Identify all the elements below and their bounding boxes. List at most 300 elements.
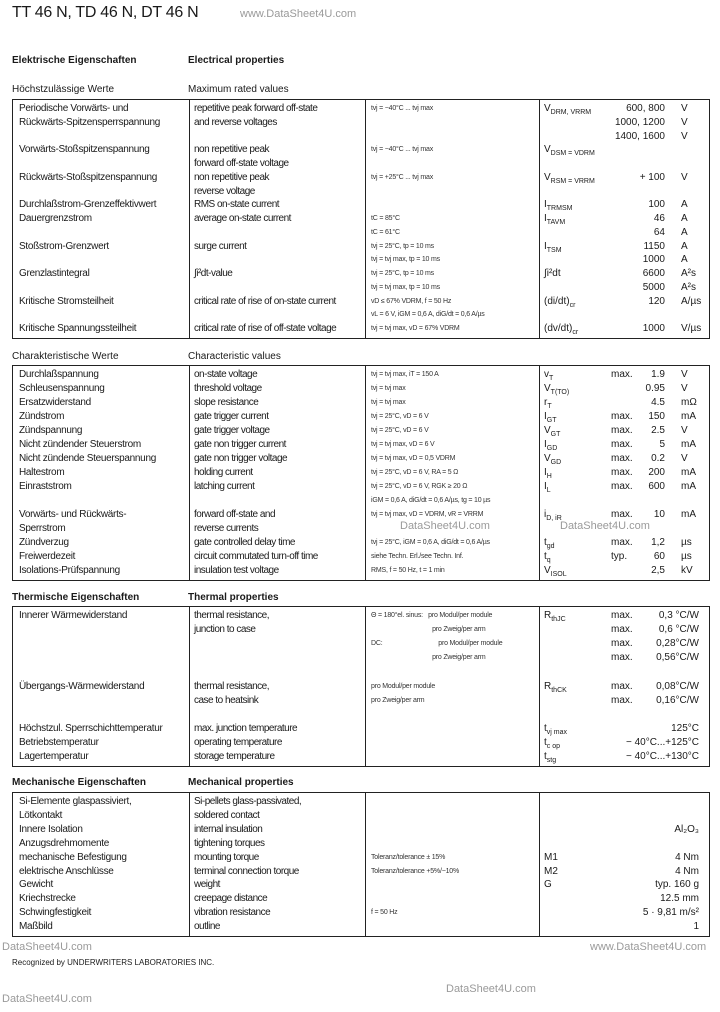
section-heading-en: Characteristic values (188, 351, 281, 362)
cell-de: Betriebstemperatur (19, 736, 99, 748)
symbol-main: (di/dt) (544, 295, 570, 307)
cell-de: Freiwerdezeit (19, 551, 76, 562)
table-row (13, 368, 709, 382)
cell-cond: DC: pro Modul/per module (371, 640, 503, 648)
cell-de: Rückwärts-Spitzensperrspannung (19, 116, 161, 128)
table-row (13, 212, 709, 226)
symbol-main: V (544, 565, 551, 576)
cell-de: Periodische Vorwärts- und (19, 103, 129, 114)
cell-cond: tvj = tvj max, tp = 10 ms (371, 283, 440, 291)
cell-unit: A (681, 240, 688, 252)
cell-cond: pro Modul/per module (371, 682, 436, 690)
cell-en: terminal connection torque (194, 865, 299, 877)
cell-value: 1,2 (651, 537, 665, 548)
symbol-main: r (544, 397, 548, 408)
table-row (13, 424, 709, 438)
cell-unit: V (681, 453, 688, 464)
symbol-subscript: DRM, VRRM (550, 109, 592, 116)
symbol-subscript: TAVM (546, 219, 566, 226)
cell-en: thermal resistance, (194, 610, 269, 621)
cell-unit: A²s (681, 281, 696, 293)
cell-unit: mA (681, 439, 696, 450)
cell-cond: Toleranz/tolerance ± 15% (371, 853, 446, 861)
cell-qual: max. (611, 411, 633, 422)
cell-qual: max. (611, 694, 633, 706)
cell-cond: tC = 85°C (371, 215, 400, 222)
table-row (13, 116, 709, 130)
cell-value: 6600 (642, 268, 665, 279)
cell-qual: max. (611, 537, 633, 548)
cell-cond: tvj = tvj max, vD = 0,5 VDRM (371, 455, 456, 462)
table-row (13, 494, 709, 508)
watermark: www.DataSheet4U.com (240, 8, 357, 20)
cell-value: typ. 160 g (655, 879, 699, 891)
symbol-subscript: thCK (551, 686, 567, 694)
section-heading-de: Elektrische Eigenschaften (12, 55, 137, 66)
table-row (13, 609, 709, 623)
cell-value: 0,56°C/W (656, 652, 699, 664)
table-row (13, 466, 709, 480)
cell-value: 5000 (642, 281, 665, 293)
watermark: www.DataSheet4U.com (590, 941, 707, 953)
cell-en: reverse voltage (194, 185, 255, 197)
cell-de: Dauergrenzstrom (19, 213, 92, 224)
cell-value: 0,3 °C/W (658, 610, 699, 621)
cell-en: vibration resistance (194, 907, 271, 919)
table-row (13, 198, 709, 212)
symbol-subscript: T (547, 403, 552, 410)
table-row (13, 438, 709, 452)
cell-unit: V (681, 103, 688, 114)
symbol-main: V (544, 144, 551, 156)
cell-cond: tvj = 25°C, vD = 6 V, RA = 5 Ω (371, 469, 459, 476)
watermark: DataSheet4U.com (560, 520, 650, 532)
cell-en: ∫i²dt-value (194, 268, 233, 279)
symbol-subscript: cr (572, 329, 579, 336)
cell-value: + 100 (639, 171, 665, 183)
cell-en: and reverse voltages (194, 116, 277, 128)
cell-de: Lagertemperatur (19, 751, 89, 762)
cell-symbol (544, 267, 561, 280)
cell-unit: V (681, 171, 688, 183)
cell-value: 600, 800 (626, 103, 665, 114)
cell-en: circuit commutated turn-off time (194, 551, 318, 562)
cell-en: forward off-state voltage (194, 158, 289, 169)
cell-en: RMS on-state current (194, 199, 280, 211)
cell-value: 1000 (642, 254, 665, 266)
cell-cond: tvj = tvj max, vD = VDRM, vR = VRRM (371, 511, 484, 518)
cell-value: 1400, 1600 (614, 130, 665, 142)
cell-value: Al₂O₃ (674, 823, 699, 835)
watermark: DataSheet4U.com (400, 520, 490, 532)
cell-de: Kriechstrecke (19, 893, 76, 905)
symbol-main: V (544, 383, 551, 394)
table-row (13, 708, 709, 722)
cell-en: max. junction temperature (194, 722, 298, 734)
table-row (13, 240, 709, 254)
symbol-main: t (544, 722, 547, 734)
symbol-main: I (544, 481, 547, 492)
cell-value: 200 (648, 467, 665, 478)
cell-de: Innerer Wärmewiderstand (19, 610, 128, 621)
cell-qual: max. (611, 481, 633, 492)
cell-cond: tvj = 25°C, vD = 6 V (371, 427, 429, 434)
symbol-main: ∫i²dt (544, 268, 561, 279)
symbol-main: (dv/dt) (544, 323, 573, 334)
cell-value: 46 (653, 213, 665, 224)
symbol-subscript: D, iR (546, 515, 562, 522)
cell-cond: tvj = 25°C, tp = 10 ms (371, 270, 434, 277)
cell-en: non repetitive peak (194, 171, 270, 183)
cell-cond: tvj = +25°C ... tvj max (371, 173, 433, 181)
table-row (13, 130, 709, 144)
cell-en: soldered contact (194, 809, 260, 821)
symbol-subscript: gd (546, 543, 555, 550)
cell-de: Ersatzwiderstand (19, 397, 91, 408)
table-row (13, 253, 709, 267)
table-row (13, 722, 709, 736)
cell-de: Übergangs-Wärmewiderstand (19, 680, 145, 692)
cell-cond: Θ = 180°el. sinus: pro Modul/per module (371, 612, 493, 619)
symbol-subscript: L (546, 487, 551, 494)
cell-en: average on-state current (194, 213, 291, 224)
section-heading-de: Mechanische Eigenschaften (12, 777, 146, 788)
symbol-main: t (544, 736, 547, 748)
cell-de: Vorwärts-Stoßspitzenspannung (19, 144, 150, 156)
cell-de: elektrische Anschlüsse (19, 865, 114, 877)
cell-value: 0,08°C/W (656, 680, 699, 692)
symbol-subscript: TSM (546, 246, 562, 254)
symbol-subscript: stg (546, 757, 557, 764)
table-row (13, 322, 709, 336)
symbol-main: M2 (544, 865, 558, 877)
cell-value: − 40°C...+125°C (625, 736, 699, 748)
table-row (13, 157, 709, 171)
cell-unit: A (681, 226, 688, 238)
cell-cond: tvj = tvj max, iT = 150 A (371, 371, 439, 378)
cell-value: 0.95 (645, 383, 665, 394)
cell-value: 120 (648, 295, 665, 307)
table-row (13, 536, 709, 550)
cell-cond: tvj = tvj max (371, 385, 406, 392)
cell-qual: max. (611, 439, 633, 450)
cell-en: storage temperature (194, 751, 275, 762)
cell-en: tightening torques (194, 837, 265, 849)
symbol-subscript: DSM = VDRM (550, 150, 595, 158)
properties-table (12, 606, 710, 767)
symbol-main: V (544, 425, 551, 436)
cell-en: repetitive peak forward off-state (194, 103, 318, 114)
symbol-subscript: GT (550, 431, 561, 438)
cell-de: Vorwärts- und Rückwärts- (19, 509, 127, 520)
table-row (13, 382, 709, 396)
symbol-main: M1 (544, 851, 558, 863)
cell-de: Kritische Stromsteilheit (19, 295, 114, 307)
document-title: TT 46 N, TD 46 N, DT 46 N (12, 4, 199, 21)
cell-unit: mA (681, 509, 696, 520)
cell-en: operating temperature (194, 736, 282, 748)
table-row (13, 865, 709, 879)
cell-en: holding current (194, 467, 253, 478)
cell-value: 4 Nm (675, 865, 699, 877)
table-row (13, 143, 709, 157)
cell-symbol (544, 865, 558, 878)
cell-en: gate trigger current (194, 411, 269, 422)
cell-unit: V (681, 383, 688, 394)
cell-en: creepage distance (194, 893, 268, 905)
table-row (13, 102, 709, 116)
cell-qual: max. (611, 680, 633, 692)
table-row (13, 851, 709, 865)
cell-en: on-state voltage (194, 369, 258, 380)
cell-value: 2,5 (651, 565, 665, 576)
table-row (13, 680, 709, 694)
symbol-subscript: T(TO) (550, 389, 570, 396)
table-row (13, 750, 709, 764)
table-row (13, 308, 709, 322)
symbol-main: v (544, 369, 549, 380)
cell-cond: tvj = −40°C ... tvj max (371, 146, 433, 154)
cell-de: Rückwärts-Stoßspitzenspannung (19, 171, 158, 183)
cell-de: Maßbild (19, 921, 53, 933)
properties-table (12, 792, 710, 937)
table-row (13, 637, 709, 651)
cell-de: Nicht zündende Steuerspannung (19, 453, 156, 464)
symbol-subscript: TRMSM (546, 205, 573, 213)
cell-en: surge current (194, 240, 247, 252)
cell-qual: max. (611, 425, 633, 436)
cell-unit: A (681, 254, 688, 266)
cell-unit: V (681, 130, 688, 142)
cell-unit: mΩ (681, 397, 697, 408)
cell-cond: Toleranz/tolerance +5%/−10% (371, 867, 459, 875)
table-row (13, 651, 709, 665)
cell-unit: V/µs (681, 323, 702, 334)
cell-de: Innere Isolation (19, 823, 83, 835)
cell-en: gate non trigger voltage (194, 453, 288, 464)
cell-de: Kritische Spannungssteilheit (19, 323, 137, 334)
symbol-main: R (544, 680, 552, 692)
watermark: DataSheet4U.com (446, 983, 536, 995)
cell-en: non repetitive peak (194, 144, 270, 156)
cell-en: thermal resistance, (194, 680, 269, 692)
cell-unit: A (681, 213, 688, 224)
cell-qual: max. (611, 509, 633, 520)
cell-unit: mA (681, 467, 696, 478)
cell-symbol (544, 878, 552, 891)
table-row (13, 226, 709, 240)
cell-cond: tvj = tvj max, vD = 6 V (371, 441, 435, 448)
cell-value: 0,28°C/W (656, 638, 699, 650)
table-row (13, 480, 709, 494)
cell-en: internal insulation (194, 823, 263, 835)
symbol-subscript: q (546, 557, 551, 564)
cell-en: Si-pellets glass-passivated, (194, 796, 302, 807)
section-heading-en: Electrical properties (188, 55, 285, 66)
cell-en: insulation test voltage (194, 565, 279, 576)
symbol-main: I (544, 240, 547, 252)
cell-qual: max. (611, 369, 633, 380)
cell-value: 0,6 °C/W (658, 624, 699, 636)
cell-en: junction to case (194, 624, 256, 636)
table-row (13, 295, 709, 309)
symbol-subscript: H (546, 473, 552, 480)
cell-en: gate non trigger current (194, 439, 286, 450)
cell-en: gate controlled delay time (194, 537, 295, 548)
cell-qual: max. (611, 652, 633, 664)
cell-de: Gewicht (19, 879, 54, 891)
table-row (13, 452, 709, 466)
symbol-main: I (544, 213, 547, 224)
cell-cond: tvj = tvj max, tp = 10 ms (371, 256, 440, 264)
cell-cond: tC = 61°C (371, 228, 400, 236)
cell-de: Zündstrom (19, 411, 65, 422)
table-row (13, 564, 709, 578)
cell-cond: tvj = 25°C, iGM = 0,6 A, diG/dt = 0,6 A/µs (371, 539, 490, 546)
cell-de: Durchlaßstrom-Grenzeffektivwert (19, 199, 157, 211)
watermark: DataSheet4U.com (2, 941, 92, 953)
table-row (13, 281, 709, 295)
cell-cond: vL = 6 V, iGM = 0,6 A, diG/dt = 0,6 A/µs (371, 311, 485, 319)
cell-unit: mA (681, 481, 696, 492)
symbol-subscript: vj max (546, 728, 568, 736)
table-row (13, 920, 709, 934)
cell-cond: tvj = tvj max, vD = 67% VDRM (371, 325, 460, 332)
cell-symbol (544, 851, 558, 864)
table-row (13, 906, 709, 920)
cell-en: case to heatsink (194, 694, 259, 706)
cell-value: 1150 (643, 240, 665, 252)
cell-symbol (544, 322, 578, 339)
cell-qual: max. (611, 610, 633, 621)
cell-value: 600 (648, 481, 665, 492)
cell-de: Schleusenspannung (19, 383, 105, 394)
table-row (13, 550, 709, 564)
symbol-main: I (544, 199, 547, 211)
cell-value: 12.5 mm (660, 893, 699, 905)
symbol-subscript: thJC (551, 616, 566, 623)
symbol-main: I (544, 439, 547, 450)
symbol-main: t (544, 751, 547, 762)
cell-unit: kV (681, 565, 693, 576)
cell-qual: max. (611, 638, 633, 650)
cell-unit: A/µs (681, 295, 702, 307)
cell-value: − 40°C...+130°C (625, 751, 699, 762)
cell-cond: siehe Techn. Erl./see Techn. Inf. (371, 553, 464, 560)
table-row (13, 171, 709, 185)
symbol-main: G (544, 879, 552, 891)
cell-unit: V (681, 425, 688, 436)
cell-de: Schwingfestigkeit (19, 907, 92, 919)
symbol-main: I (544, 411, 547, 422)
cell-qual: typ. (611, 551, 628, 562)
cell-value: 60 (653, 551, 665, 562)
symbol-subscript: cr (569, 301, 576, 309)
properties-table (12, 99, 710, 339)
cell-en: mounting torque (194, 851, 259, 863)
cell-value: 4 Nm (675, 851, 699, 863)
cell-en: weight (194, 879, 220, 891)
cell-unit: A (681, 199, 688, 211)
watermark: DataSheet4U.com (2, 993, 92, 1005)
cell-cond: f = 50 Hz (371, 909, 398, 917)
cell-cond: pro Zweig/per arm (371, 626, 486, 634)
symbol-main: t (544, 551, 547, 562)
cell-en: reverse currents (194, 523, 259, 534)
table-row (13, 809, 709, 823)
cell-value: 150 (648, 411, 665, 422)
cell-unit: mA (681, 411, 696, 422)
cell-unit: V (681, 369, 688, 380)
cell-cond: tvj = 25°C, tp = 10 ms (371, 242, 434, 250)
table-row (13, 267, 709, 281)
cell-de: Zündspannung (19, 425, 83, 436)
cell-unit: µs (681, 537, 692, 548)
cell-de: Isolations-Prüfspannung (19, 565, 120, 576)
cell-de: Anzugsdrehmomente (19, 837, 109, 849)
table-row (13, 410, 709, 424)
cell-de: Durchlaßspannung (19, 369, 99, 380)
cell-en: forward off-state and (194, 509, 276, 520)
symbol-subscript: T (549, 375, 554, 382)
symbol-main: R (544, 610, 552, 621)
table-row (13, 694, 709, 708)
symbol-main: V (544, 171, 551, 183)
symbol-subscript: GD (550, 459, 562, 466)
section-heading-de: Charakteristische Werte (12, 351, 119, 362)
cell-cond: vD ≤ 67% VDRM, f = 50 Hz (371, 297, 452, 305)
cell-de: Höchstzul. Sperrschichttemperatur (19, 722, 163, 734)
cell-en: latching current (194, 481, 255, 492)
table-row (13, 623, 709, 637)
cell-de: Si-Elemente glaspassiviert, (19, 796, 132, 807)
cell-en: outline (194, 921, 220, 933)
cell-value: 1000 (642, 323, 665, 334)
cell-unit: V (681, 116, 688, 128)
symbol-main: I (544, 467, 547, 478)
cell-qual: max. (611, 453, 633, 464)
cell-unit: µs (681, 551, 692, 562)
cell-en: critical rate of rise of off-state voltage (194, 323, 337, 334)
cell-de: Einraststrom (19, 481, 72, 492)
cell-value: 1000, 1200 (614, 116, 665, 128)
symbol-main: V (544, 103, 551, 114)
cell-value: 1 (693, 921, 699, 933)
symbol-subscript: c op (546, 742, 561, 750)
table-row (13, 665, 709, 679)
section-heading-en: Mechanical properties (188, 777, 294, 788)
symbol-main: V (544, 453, 551, 464)
symbol-subscript: RSM = VRRM (550, 177, 595, 185)
table-row (13, 878, 709, 892)
table-row (13, 396, 709, 410)
cell-en: slope resistance (194, 397, 259, 408)
cell-de: Lötkontakt (19, 809, 63, 821)
table-row (13, 185, 709, 199)
cell-cond: pro Zweig/per arm (371, 696, 425, 704)
cell-de: Stoßstrom-Grenzwert (19, 240, 109, 252)
section-heading-en: Thermal properties (188, 592, 279, 603)
cell-value: 2.5 (651, 425, 665, 436)
cell-value: 125°C (671, 722, 699, 734)
table-row (13, 892, 709, 906)
cell-value: 10 (653, 509, 665, 520)
cell-de: Grenzlastintegral (19, 268, 90, 279)
section-heading-de: Höchstzulässige Werte (12, 84, 115, 95)
cell-value: 5 (659, 439, 665, 450)
cell-value: 100 (648, 199, 665, 211)
cell-de: Haltestrom (19, 467, 65, 478)
